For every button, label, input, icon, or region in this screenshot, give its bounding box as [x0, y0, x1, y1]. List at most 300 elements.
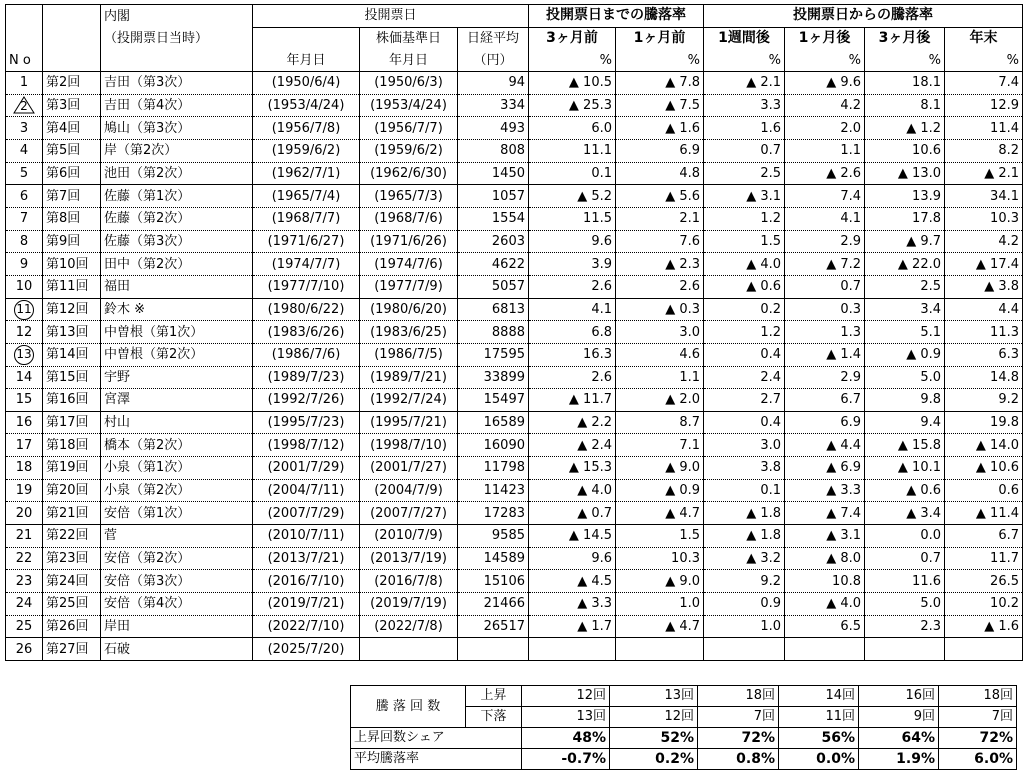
session-cell: 第27回 [43, 638, 101, 661]
change-cell: 1.1 [616, 366, 704, 389]
nikkei-cell: 5057 [458, 275, 529, 298]
row-number: 14 [6, 366, 43, 389]
change-cell: ▲ 17.4 [945, 253, 1023, 276]
vote-date-cell: (2016/7/10) [253, 570, 360, 593]
change-cell: 0.1 [529, 162, 616, 185]
cabinet-cell: 岸（第2次） [101, 139, 253, 162]
change-cell: 0.4 [704, 411, 785, 434]
base-date-subheader: 年月日 [360, 49, 458, 71]
change-cell: 34.1 [945, 185, 1023, 208]
cabinet-cell: 中曽根（第1次） [101, 321, 253, 344]
change-cell: 2.7 [704, 389, 785, 412]
summary-value: 1.9% [859, 749, 939, 770]
summary-value: 52% [610, 728, 698, 749]
change-cell: 19.8 [945, 411, 1023, 434]
vote-date-cell: (2007/7/29) [253, 502, 360, 525]
change-cell: 0.3 [785, 298, 865, 321]
nikkei-cell: 15497 [458, 389, 529, 412]
vote-date-cell: (1977/7/10) [253, 275, 360, 298]
nikkei-cell: 334 [458, 94, 529, 117]
vote-date-cell: (2019/7/21) [253, 593, 360, 616]
period-header-5: 年末 [945, 27, 1023, 49]
nikkei-cell: 94 [458, 71, 529, 94]
row-number: 7 [6, 207, 43, 230]
table-row [6, 411, 1023, 434]
summary-value: 48% [522, 728, 610, 749]
change-cell: 2.0 [785, 117, 865, 140]
change-cell: 6.9 [785, 411, 865, 434]
change-cell: 0.7 [865, 547, 945, 570]
session-cell: 第25回 [43, 593, 101, 616]
change-cell: ▲ 2.6 [785, 162, 865, 185]
summary-value: 9回 [859, 707, 939, 728]
nikkei-cell: 6813 [458, 298, 529, 321]
change-cell: ▲ 3.4 [865, 502, 945, 525]
base-date-cell: (1980/6/20) [360, 298, 458, 321]
summary-value: 12回 [610, 707, 698, 728]
row-number: 8 [6, 230, 43, 253]
change-cell: ▲ 7.5 [616, 94, 704, 117]
base-date-cell [360, 638, 458, 661]
vote-date-cell: (1965/7/4) [253, 185, 360, 208]
table-row [6, 525, 1023, 548]
change-cell: 2.3 [865, 615, 945, 638]
table-row [6, 434, 1023, 457]
row-number [6, 298, 43, 321]
change-cell: 0.9 [704, 593, 785, 616]
change-cell: ▲ 15.3 [529, 457, 616, 480]
summary-value: 13回 [610, 686, 698, 707]
change-cell: 1.2 [704, 321, 785, 344]
row-number: 1 [6, 71, 43, 94]
change-cell: 2.6 [616, 275, 704, 298]
change-cell: 9.4 [865, 411, 945, 434]
change-cell: 1.0 [704, 615, 785, 638]
table-row [6, 298, 1023, 321]
vote-date-cell: (2022/7/10) [253, 615, 360, 638]
cabinet-cell: 吉田（第4次） [101, 94, 253, 117]
summary-value: 12回 [522, 686, 610, 707]
change-cell: 3.0 [704, 434, 785, 457]
change-cell: 4.2 [785, 94, 865, 117]
change-cell: ▲ 1.2 [865, 117, 945, 140]
cabinet-cell: 福田 [101, 275, 253, 298]
nikkei-cell: 16090 [458, 434, 529, 457]
summary-table [350, 685, 1017, 770]
session-cell: 第9回 [43, 230, 101, 253]
cabinet-cell: 小泉（第1次） [101, 457, 253, 480]
change-cell: ▲ 5.2 [529, 185, 616, 208]
summary-value: -0.7% [522, 749, 610, 770]
cabinet-cell: 安倍（第2次） [101, 547, 253, 570]
change-cell: ▲ 4.0 [704, 253, 785, 276]
vote-date-cell: (2025/7/20) [253, 638, 360, 661]
triangle-mark-icon [13, 96, 35, 114]
change-cell: 9.6 [529, 547, 616, 570]
cabinet-cell: 石破 [101, 638, 253, 661]
change-cell: ▲ 2.2 [529, 411, 616, 434]
change-cell: 11.4 [945, 117, 1023, 140]
nikkei-cell: 1554 [458, 207, 529, 230]
row-number: 22 [6, 547, 43, 570]
change-cell: ▲ 4.0 [785, 593, 865, 616]
row-number [6, 94, 43, 117]
vote-date-cell: (1971/6/27) [253, 230, 360, 253]
change-cell: ▲ 1.4 [785, 343, 865, 366]
change-cell: 0.7 [704, 139, 785, 162]
change-cell: ▲ 0.7 [529, 502, 616, 525]
change-cell: ▲ 3.2 [704, 547, 785, 570]
base-date-cell: (1995/7/21) [360, 411, 458, 434]
row-number: 5 [6, 162, 43, 185]
table-row [6, 638, 1023, 661]
summary-value: 7回 [939, 707, 1017, 728]
cabinet-cell: 村山 [101, 411, 253, 434]
change-cell: ▲ 3.8 [945, 275, 1023, 298]
table-row [6, 570, 1023, 593]
nikkei-cell [458, 638, 529, 661]
cabinet-cell: 菅 [101, 525, 253, 548]
change-cell: 1.1 [785, 139, 865, 162]
change-cell: 2.9 [785, 366, 865, 389]
change-cell: 2.9 [785, 230, 865, 253]
change-cell: ▲ 0.6 [865, 479, 945, 502]
base-date-cell: (2007/7/27) [360, 502, 458, 525]
change-cell: ▲ 1.6 [945, 615, 1023, 638]
vote-date-cell: (1968/7/7) [253, 207, 360, 230]
table-row [6, 185, 1023, 208]
header-row-1 [6, 5, 1023, 28]
table-row [6, 321, 1023, 344]
change-cell: 6.7 [945, 525, 1023, 548]
change-cell: 4.6 [616, 343, 704, 366]
change-cell: ▲ 7.4 [785, 502, 865, 525]
base-date-cell: (2019/7/19) [360, 593, 458, 616]
table-row [6, 479, 1023, 502]
change-cell: 0.2 [704, 298, 785, 321]
nikkei-cell: 4622 [458, 253, 529, 276]
session-cell: 第3回 [43, 94, 101, 117]
table-row [6, 366, 1023, 389]
change-cell: 10.6 [865, 139, 945, 162]
cabinet-cell: 佐藤（第3次） [101, 230, 253, 253]
nikkei-cell: 26517 [458, 615, 529, 638]
nikkei-cell: 33899 [458, 366, 529, 389]
session-cell: 第14回 [43, 343, 101, 366]
change-cell: ▲ 10.1 [865, 457, 945, 480]
base-date-cell: (2004/7/9) [360, 479, 458, 502]
base-date-cell: (1956/7/7) [360, 117, 458, 140]
base-date-header: 株価基準日 [360, 27, 458, 49]
vote-date-cell: (1974/7/7) [253, 253, 360, 276]
summary-value: 64% [859, 728, 939, 749]
change-cell: ▲ 14.0 [945, 434, 1023, 457]
row-number: 21 [6, 525, 43, 548]
change-cell: 6.7 [785, 389, 865, 412]
cabinet-cell: 佐藤（第1次） [101, 185, 253, 208]
row-number: 25 [6, 615, 43, 638]
base-date-cell: (1953/4/24) [360, 94, 458, 117]
cabinet-cell: 中曽根（第2次） [101, 343, 253, 366]
pct-unit: % [529, 49, 616, 71]
change-cell: 17.8 [865, 207, 945, 230]
cabinet-cell: 宮澤 [101, 389, 253, 412]
change-cell: 2.1 [616, 207, 704, 230]
nikkei-cell: 11798 [458, 457, 529, 480]
nikkei-cell: 493 [458, 117, 529, 140]
date-header: 年月日 [253, 49, 360, 71]
session-cell: 第15回 [43, 366, 101, 389]
change-cell: 4.8 [616, 162, 704, 185]
change-cell: 6.0 [529, 117, 616, 140]
change-cell: 11.6 [865, 570, 945, 593]
period-header-0: 3ヶ月前 [529, 27, 616, 49]
change-cell: ▲ 7.8 [616, 71, 704, 94]
change-cell: 7.4 [785, 185, 865, 208]
nikkei-cell: 9585 [458, 525, 529, 548]
change-cell: ▲ 2.4 [529, 434, 616, 457]
change-cell: 1.0 [616, 593, 704, 616]
base-date-cell: (2016/7/8) [360, 570, 458, 593]
change-cell: 9.2 [704, 570, 785, 593]
change-cell: ▲ 1.7 [529, 615, 616, 638]
cabinet-cell: 佐藤（第2次） [101, 207, 253, 230]
base-date-cell: (2001/7/27) [360, 457, 458, 480]
table-row [6, 275, 1023, 298]
base-date-cell: (1983/6/25) [360, 321, 458, 344]
table-body [6, 5, 1023, 661]
cabinet-cell: 安倍（第4次） [101, 593, 253, 616]
row-number: 15 [6, 389, 43, 412]
change-cell: ▲ 1.8 [704, 525, 785, 548]
row-number: 26 [6, 638, 43, 661]
table-row [6, 593, 1023, 616]
nikkei-cell: 808 [458, 139, 529, 162]
session-cell: 第21回 [43, 502, 101, 525]
vote-date-cell: (1956/7/8) [253, 117, 360, 140]
table-row [6, 457, 1023, 480]
summary-value: 6.0% [939, 749, 1017, 770]
change-cell: 5.0 [865, 366, 945, 389]
session-cell: 第12回 [43, 298, 101, 321]
change-cell: 4.1 [529, 298, 616, 321]
row-number: 20 [6, 502, 43, 525]
summary-share-row [351, 728, 1017, 749]
vote-date-cell: (1995/7/23) [253, 411, 360, 434]
change-cell: 10.3 [945, 207, 1023, 230]
base-date-cell: (1950/6/3) [360, 71, 458, 94]
change-cell: 2.5 [865, 275, 945, 298]
change-cell: 0.0 [865, 525, 945, 548]
table-row [6, 253, 1023, 276]
change-cell: 6.3 [945, 343, 1023, 366]
no-header: N o [6, 49, 43, 71]
period-header-2: 1週間後 [704, 27, 785, 49]
change-cell: 9.8 [865, 389, 945, 412]
session-cell: 第5回 [43, 139, 101, 162]
change-cell: ▲ 15.8 [865, 434, 945, 457]
row-number [6, 343, 43, 366]
cabinet-cell: 岸田 [101, 615, 253, 638]
cabinet-cell: 安倍（第1次） [101, 502, 253, 525]
nikkei-cell: 14589 [458, 547, 529, 570]
change-cell: ▲ 4.4 [785, 434, 865, 457]
down-label: 下落 [466, 707, 522, 728]
change-cell: ▲ 22.0 [865, 253, 945, 276]
row-number: 19 [6, 479, 43, 502]
table-row [6, 230, 1023, 253]
change-cell: ▲ 4.7 [616, 502, 704, 525]
period-header-1: 1ヶ月前 [616, 27, 704, 49]
nikkei-cell: 11423 [458, 479, 529, 502]
vote-date-cell: (2010/7/11) [253, 525, 360, 548]
summary-value: 13回 [522, 707, 610, 728]
table-row [6, 547, 1023, 570]
base-date-cell: (1962/6/30) [360, 162, 458, 185]
summary-value: 0.2% [610, 749, 698, 770]
table-row [6, 71, 1023, 94]
row-number: 9 [6, 253, 43, 276]
change-cell: 2.6 [529, 275, 616, 298]
change-cell: 10.8 [785, 570, 865, 593]
header-row-3 [6, 49, 1023, 71]
session-cell: 第16回 [43, 389, 101, 412]
change-cell: ▲ 9.7 [865, 230, 945, 253]
base-date-cell: (1971/6/26) [360, 230, 458, 253]
change-cell: 0.6 [945, 479, 1023, 502]
change-cell: 2.4 [704, 366, 785, 389]
nikkei-cell: 16589 [458, 411, 529, 434]
change-cell [616, 638, 704, 661]
row-number: 24 [6, 593, 43, 616]
change-cell: 6.9 [616, 139, 704, 162]
change-cell: 6.5 [785, 615, 865, 638]
table-row [6, 502, 1023, 525]
session-cell: 第18回 [43, 434, 101, 457]
change-cell: ▲ 2.3 [616, 253, 704, 276]
table-row [6, 94, 1023, 117]
change-cell: ▲ 3.3 [529, 593, 616, 616]
change-cell: ▲ 5.6 [616, 185, 704, 208]
session-cell: 第8回 [43, 207, 101, 230]
cabinet-cell: 小泉（第2次） [101, 479, 253, 502]
change-cell: ▲ 1.8 [704, 502, 785, 525]
change-cell: ▲ 3.3 [785, 479, 865, 502]
change-cell: 1.3 [785, 321, 865, 344]
after-group-header: 投開票日からの騰落率 [704, 5, 1023, 28]
summary-value: 72% [939, 728, 1017, 749]
change-cell: 14.8 [945, 366, 1023, 389]
row-number: 10 [6, 275, 43, 298]
vote-date-cell: (2004/7/11) [253, 479, 360, 502]
pct-unit: % [616, 49, 704, 71]
change-cell [865, 638, 945, 661]
vote-date-cell: (1983/6/26) [253, 321, 360, 344]
base-date-cell: (2022/7/8) [360, 615, 458, 638]
change-cell: ▲ 9.0 [616, 570, 704, 593]
change-cell: 0.4 [704, 343, 785, 366]
vote-date-cell: (1989/7/23) [253, 366, 360, 389]
change-cell: ▲ 13.0 [865, 162, 945, 185]
vote-date-cell: (1986/7/6) [253, 343, 360, 366]
vote-date-cell: (2001/7/29) [253, 457, 360, 480]
summary-value: 56% [779, 728, 859, 749]
table-row [6, 139, 1023, 162]
base-date-cell: (2013/7/19) [360, 547, 458, 570]
base-date-cell: (1968/7/6) [360, 207, 458, 230]
vote-date-cell: (1959/6/2) [253, 139, 360, 162]
change-cell: 16.3 [529, 343, 616, 366]
change-cell: ▲ 3.1 [785, 525, 865, 548]
summary-value: 14回 [779, 686, 859, 707]
change-cell: 8.7 [616, 411, 704, 434]
summary-value: 18回 [698, 686, 779, 707]
change-cell: 5.0 [865, 593, 945, 616]
summary-value: 16回 [859, 686, 939, 707]
change-cell: 4.4 [945, 298, 1023, 321]
session-cell: 第24回 [43, 570, 101, 593]
pct-unit: % [785, 49, 865, 71]
pct-unit: % [865, 49, 945, 71]
change-cell: 12.9 [945, 94, 1023, 117]
change-cell: ▲ 10.5 [529, 71, 616, 94]
count-label: 騰 落 回 数 [351, 686, 466, 728]
session-cell: 第13回 [43, 321, 101, 344]
row-number: 17 [6, 434, 43, 457]
base-date-cell: (1992/7/24) [360, 389, 458, 412]
vote-date-cell: (1998/7/12) [253, 434, 360, 457]
table-row [6, 117, 1023, 140]
change-cell: 3.0 [616, 321, 704, 344]
change-cell: 11.7 [945, 547, 1023, 570]
nikkei-cell: 8888 [458, 321, 529, 344]
session-cell: 第4回 [43, 117, 101, 140]
circle-mark-icon: 13 [14, 345, 34, 365]
change-cell: 11.3 [945, 321, 1023, 344]
election-stock-table [5, 4, 1023, 661]
change-cell: ▲ 14.5 [529, 525, 616, 548]
change-cell: ▲ 3.1 [704, 185, 785, 208]
change-cell: ▲ 8.0 [785, 547, 865, 570]
change-cell: 1.5 [704, 230, 785, 253]
row-number: 12 [6, 321, 43, 344]
vote-date-cell: (1980/6/22) [253, 298, 360, 321]
before-group-header: 投開票日までの騰落率 [529, 5, 704, 28]
change-cell: 18.1 [865, 71, 945, 94]
row-number: 6 [6, 185, 43, 208]
cabinet-cell: 橋本（第2次） [101, 434, 253, 457]
table-row [6, 207, 1023, 230]
change-cell: 3.3 [704, 94, 785, 117]
change-cell: 0.7 [785, 275, 865, 298]
circle-mark-icon: 11 [14, 300, 34, 320]
cabinet-header: 内閣 [101, 5, 253, 28]
nikkei-cell: 1450 [458, 162, 529, 185]
change-cell: ▲ 0.9 [616, 479, 704, 502]
pct-unit: % [945, 49, 1023, 71]
nikkei-cell: 17595 [458, 343, 529, 366]
nikkei-cell: 2603 [458, 230, 529, 253]
change-cell: ▲ 7.2 [785, 253, 865, 276]
cabinet-cell: 池田（第2次） [101, 162, 253, 185]
summary-body [351, 686, 1017, 770]
cabinet-cell: 宇野 [101, 366, 253, 389]
row-number: 23 [6, 570, 43, 593]
change-cell: ▲ 9.0 [616, 457, 704, 480]
change-cell: ▲ 6.9 [785, 457, 865, 480]
change-cell: ▲ 2.1 [704, 71, 785, 94]
change-cell: ▲ 25.3 [529, 94, 616, 117]
